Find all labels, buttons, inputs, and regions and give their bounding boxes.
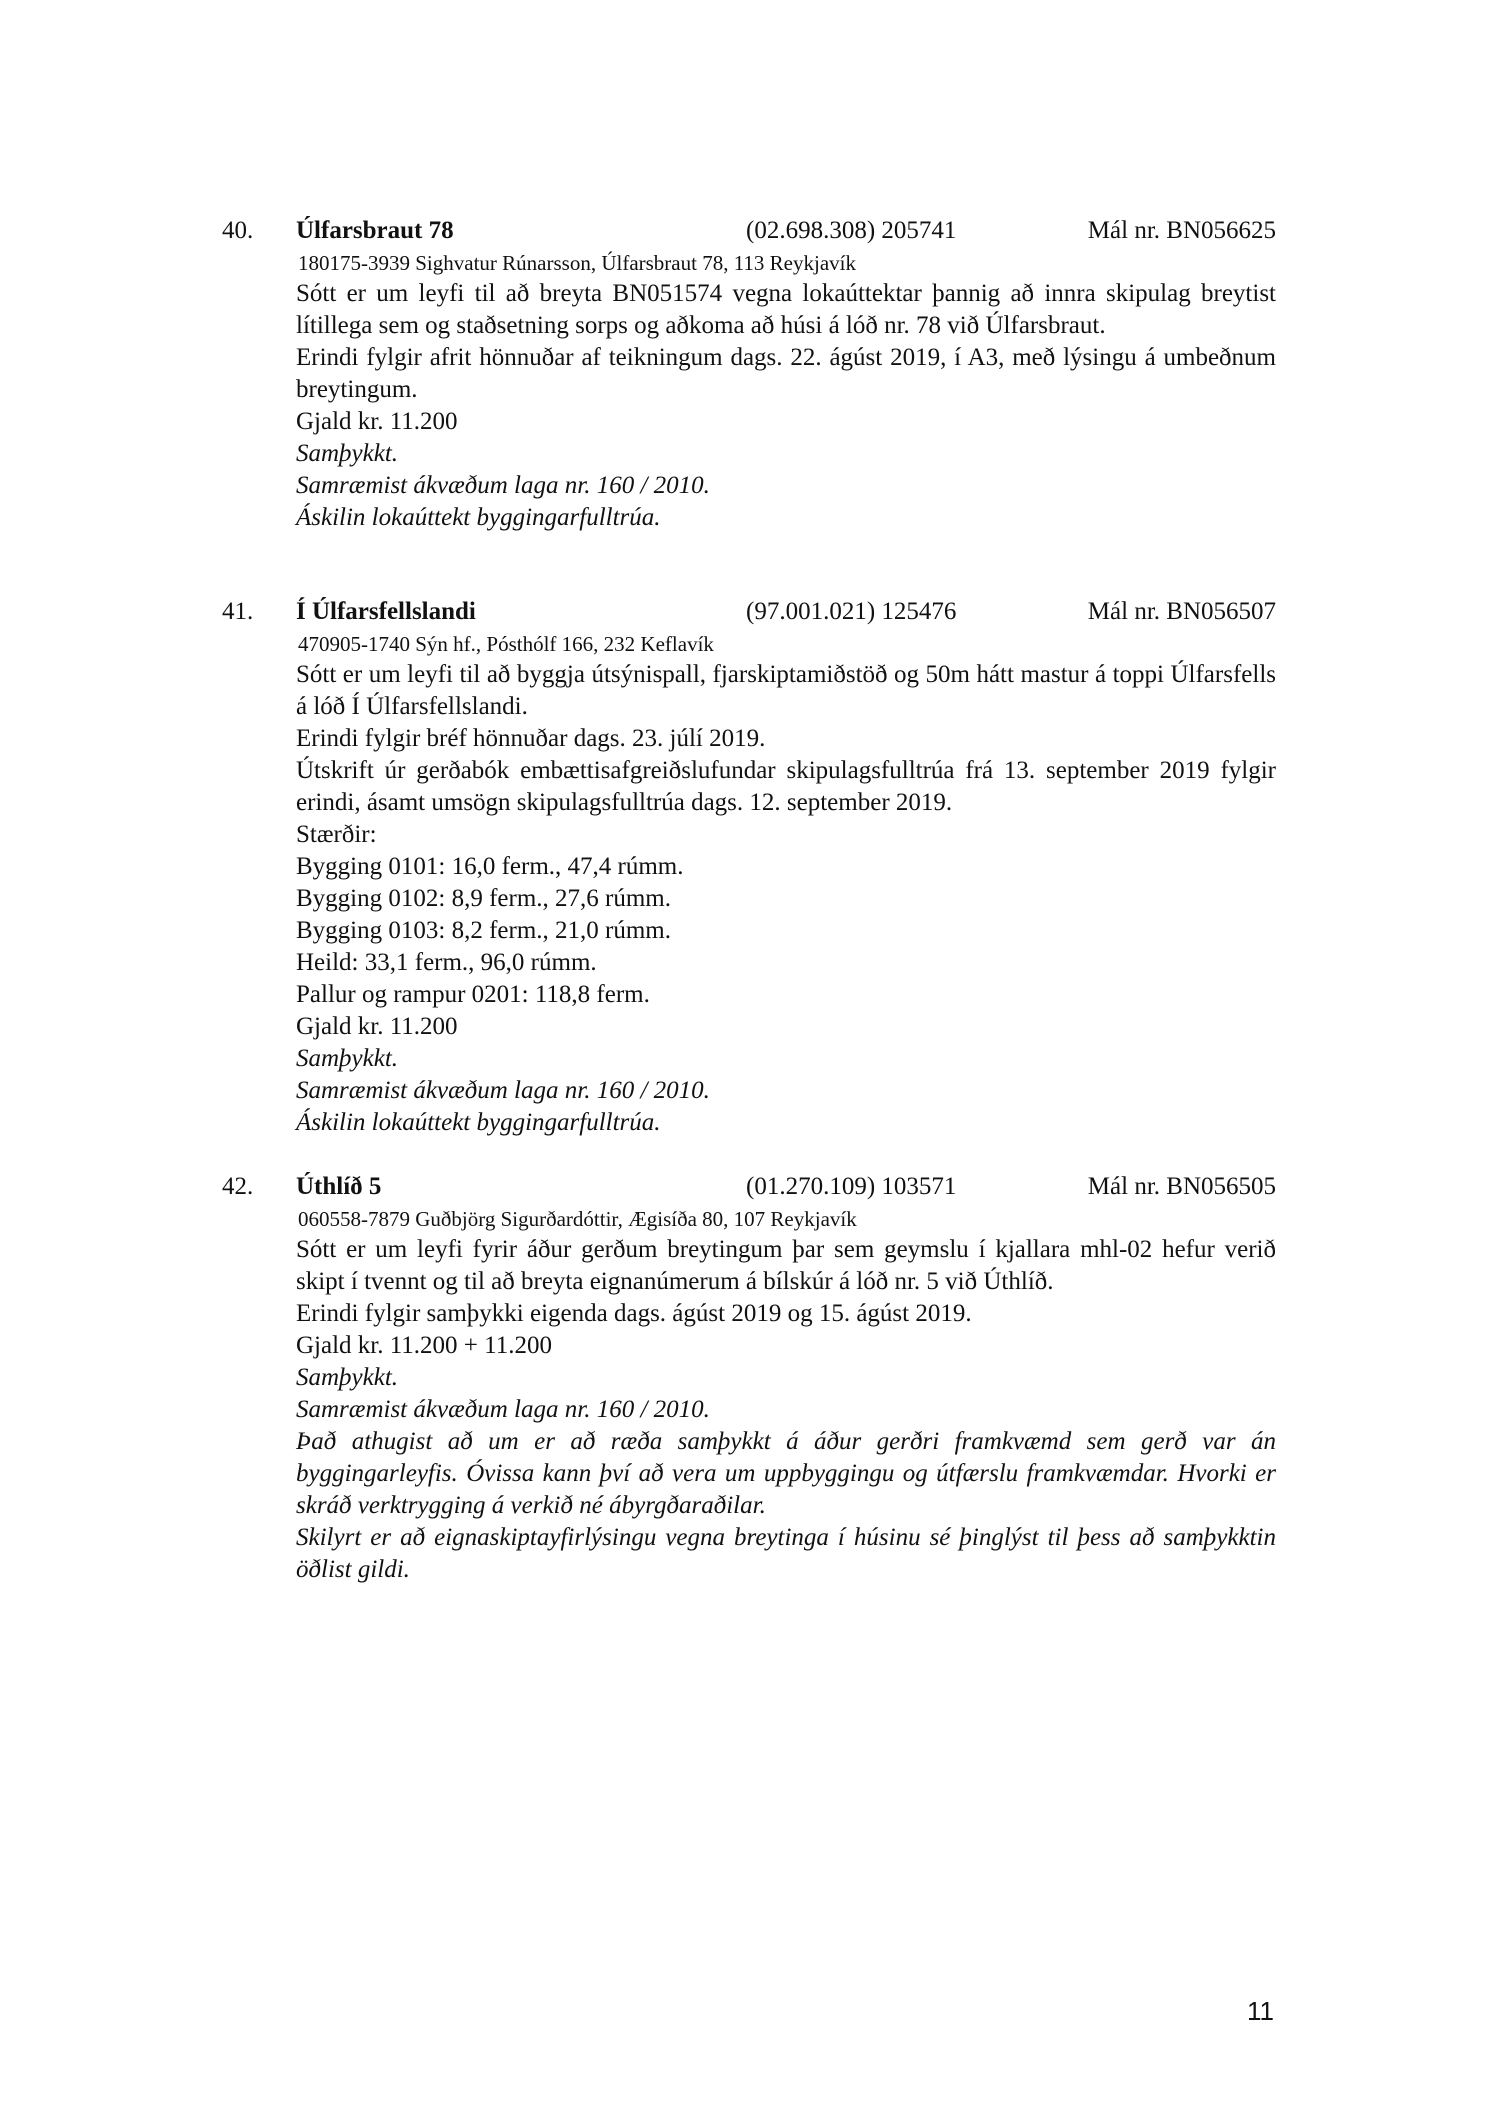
decision-line: Áskilin lokaúttekt byggingarfulltrúa. (296, 1109, 661, 1136)
decision-line: Samþykkt. (296, 1045, 399, 1072)
entry-reference: (97.001.021) 125476 (746, 598, 957, 625)
entry-applicant: 180175-3939 Sighvatur Rúnarsson, Úlfarsbraut 78, 113 Reykjavík (298, 251, 856, 275)
decision-line: Samræmist ákvæðum laga nr. 160 / 2010. (296, 1077, 710, 1104)
entry-reference: (02.698.308) 205741 (746, 217, 957, 244)
entry-line: Bygging 0102: 8,9 ferm., 27,6 rúmm. (296, 885, 671, 912)
entry-line: Gjald kr. 11.200 + 11.200 (296, 1332, 552, 1359)
entry-case-number: Mál nr. BN056507 (1087, 598, 1276, 625)
entry-line: Pallur og rampur 0201: 118,8 ferm. (296, 981, 650, 1008)
entry-40 (0, 214, 1500, 534)
page-number: 11 (1247, 1996, 1274, 2026)
entry-body (296, 1234, 1276, 1586)
entry-body (296, 278, 1276, 534)
decision-line: Samþykkt. (296, 440, 399, 467)
decision-line: Það athugist að um er að ræða samþykkt á áður gerðri framkvæmd sem gerð var án byggingarleyfis. Óvissa kann því að vera um uppbyggingu og útfærslu framkvæmdar. Hvorki er skráð verktrygging á verkið né ábyrgðaraðilar. (296, 1428, 1276, 1519)
entry-applicant: 470905-1740 Sýn hf., Pósthólf 166, 232 Keflavík (298, 632, 714, 656)
entry-line: Sótt er um leyfi fyrir áður gerðum breytingum þar sem geymslu í kjallara mhl-02 hefur verið skipt í tvennt og til að breyta eignanúmerum á bílskúr á lóð nr. 5 við Úthlíð. (296, 1236, 1276, 1295)
entry-body (296, 659, 1276, 1139)
entry-header (0, 1170, 1500, 1204)
decision-line: Samþykkt. (296, 1364, 399, 1391)
entry-line: Bygging 0103: 8,2 ferm., 21,0 rúmm. (296, 917, 671, 944)
entry-line: Erindi fylgir samþykki eigenda dags. ágúst 2019 og 15. ágúst 2019. (296, 1300, 972, 1327)
entry-title: Úthlíð 5 (296, 1173, 382, 1200)
entry-header (0, 214, 1500, 248)
decision-line: Áskilin lokaúttekt byggingarfulltrúa. (296, 504, 661, 531)
entry-line: Erindi fylgir afrit hönnuðar af teikningum dags. 22. ágúst 2019, í A3, með lýsingu á umbeðnum breytingum. (296, 344, 1276, 403)
entry-line: Stærðir: (296, 821, 377, 848)
entry-title: Í Úlfarsfellslandi (296, 598, 476, 625)
decision-line: Samræmist ákvæðum laga nr. 160 / 2010. (296, 1396, 710, 1423)
entry-reference: (01.270.109) 103571 (746, 1173, 957, 1200)
entry-line: Erindi fylgir bréf hönnuðar dags. 23. júlí 2019. (296, 725, 766, 752)
entry-line: Útskrift úr gerðabók embættisafgreiðslufundar skipulagsfulltrúa frá 13. september 2019 fylgir erindi, ásamt umsögn skipulagsfulltrúa dags. 12. september 2019. (296, 757, 1276, 816)
entry-41 (0, 595, 1500, 1139)
entry-title: Úlfarsbraut 78 (296, 217, 454, 244)
entry-case-number: Mál nr. BN056505 (1087, 1173, 1276, 1200)
entry-line: Heild: 33,1 ferm., 96,0 rúmm. (296, 949, 597, 976)
entry-applicant: 060558-7879 Guðbjörg Sigurðardóttir, Ægisíða 80, 107 Reykjavík (298, 1207, 857, 1231)
entry-line: Sótt er um leyfi til að byggja útsýnispall, fjarskiptamiðstöð og 50m hátt mastur á toppi Úlfarsfells á lóð Í Úlfarsfellslandi. (296, 661, 1276, 720)
entry-number: 40. (222, 217, 254, 244)
entry-number: 41. (222, 598, 254, 625)
entry-line: Gjald kr. 11.200 (296, 408, 458, 435)
decision-line: Skilyrt er að eignaskiptayfirlýsingu vegna breytinga í húsinu sé þinglýst til þess að samþykktin öðlist gildi. (296, 1524, 1276, 1583)
entry-header (0, 595, 1500, 629)
entry-42 (0, 1170, 1500, 1586)
decision-line: Samræmist ákvæðum laga nr. 160 / 2010. (296, 472, 710, 499)
entry-case-number: Mál nr. BN056625 (1087, 217, 1276, 244)
entry-line: Bygging 0101: 16,0 ferm., 47,4 rúmm. (296, 853, 684, 880)
entry-number: 42. (222, 1173, 254, 1200)
entry-line: Gjald kr. 11.200 (296, 1013, 458, 1040)
entry-line: Sótt er um leyfi til að breyta BN051574 vegna lokaúttektar þannig að innra skipulag breytist lítillega sem og staðsetning sorps og aðkoma að húsi á lóð nr. 78 við Úlfarsbraut. (296, 280, 1276, 339)
